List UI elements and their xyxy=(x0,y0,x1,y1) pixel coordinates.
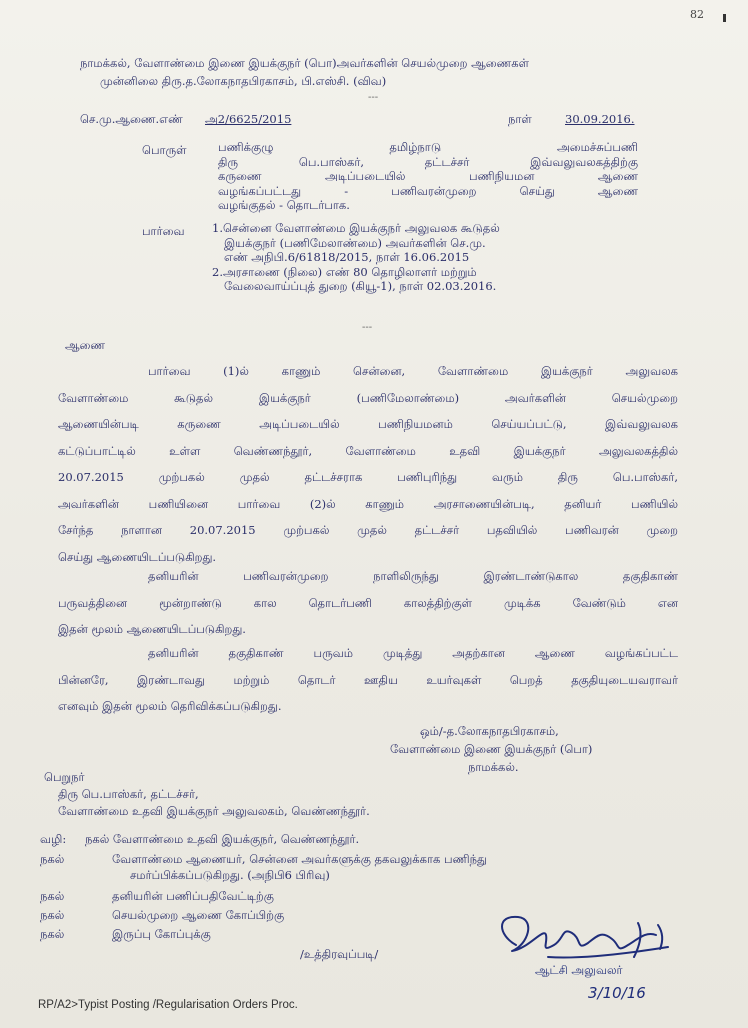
recipient-label: பெறுநர் xyxy=(44,770,85,784)
paragraph-line: பார்வை (1)ல் காணும் சென்னை, வேளாண்மை இயக்குநர் அலுவலக xyxy=(148,364,678,378)
page-number: 82 xyxy=(690,8,704,21)
subject-label: பொருள் xyxy=(142,143,187,157)
reference-line: இயக்குநர் (பணிமேலாண்மை) அவர்களின் செ.மு. xyxy=(224,235,486,250)
subject-line: திரு பெ.பாஸ்கர், தட்டச்சர் இவ்வலுவலகத்திற்கு xyxy=(218,154,638,169)
order-paragraph-3 xyxy=(58,640,678,720)
paragraph-line: இதன் மூலம் ஆணையிடப்படுகிறது. xyxy=(58,622,246,636)
copy-text: நகல் வேளாண்மை உதவி இயக்குநர், வெண்ணந்தூர். xyxy=(85,832,360,846)
paragraph-line: தனியரின் தகுதிகாண் பருவம் முடித்து அதற்கான ஆணை வழங்கப்பட்ட xyxy=(148,646,678,660)
signatory-place: நாமக்கல். xyxy=(468,760,519,774)
order-heading: ஆணை xyxy=(65,338,106,352)
copy-text: சமர்ப்பிக்கப்படுகிறது. (அநிபி6 பிரிவு) xyxy=(130,868,330,882)
signatory-designation: வேளாண்மை இணை இயக்குநர் (பொ) xyxy=(390,742,593,756)
attest-designation: ஆட்சி அலுவலர் xyxy=(535,963,623,977)
subject-line: கருணை அடிப்படையில் பணிநியமன ஆணை xyxy=(218,169,638,183)
signatory-name: ஒம்/-த.லோகநாதபிரகாசம், xyxy=(420,724,559,738)
paragraph-line: தனியரின் பணிவரன்முறை நாளிலிருந்து இரண்டாண்டுகால தகுதிகாண் xyxy=(148,569,678,583)
paragraph-line: வேளாண்மை கூடுதல் இயக்குநர் (பணிமேலாண்மை) அவர்களின் செயல்முறை xyxy=(58,390,678,405)
ref-number: அ2/6625/2015 xyxy=(205,112,292,126)
order-paragraph-1 xyxy=(58,358,678,570)
edge-mark xyxy=(723,14,726,22)
paragraph-line: ஆணையின்படி கருணை அடிப்படையில் பணிநியமனம் செய்யப்பட்டு, இவ்வலுவலக xyxy=(58,417,678,431)
reference-line: எண் அநிபி.6/61818/2015, நாள் 16.06.2015 xyxy=(224,250,470,264)
subject-line: வழங்குதல் - தொடர்பாக. xyxy=(218,198,350,212)
subject-line: பணிக்குழு தமிழ்நாடு அமைச்சுப்பணி xyxy=(218,140,638,154)
paragraph-line: 20.07.2015 முற்பகல் முதல் தட்டச்சராக பணிபுரிந்து வரும் திரு பெ.பாஸ்கர், xyxy=(58,470,678,484)
copy-text: வேளாண்மை ஆணையர், சென்னை அவர்களுக்கு தகவலுக்காக பணிந்து xyxy=(112,852,487,866)
copy-text: தனியரின் பணிப்பதிவேட்டிற்கு xyxy=(112,889,274,903)
header-line-2: முன்னிலை திரு.த.லோகநாதபிரகாசம், பி.எஸ்சி. (விவ) xyxy=(100,74,387,88)
copy-text: செயல்முறை ஆணை கோப்பிற்கு xyxy=(112,908,285,922)
paragraph-line: பருவத்தினை மூன்றாண்டு கால தொடர்பணி காலத்திற்குள் முடிக்க வேண்டும் என xyxy=(58,595,678,610)
recipient-line-2: வேளாண்மை உதவி இயக்குநர் அலுவலகம், வெண்ணந்தூர். xyxy=(58,804,370,818)
reference-line: 2.அரசாணை (நிலை) எண் 80 தொழிலாளர் மற்றும் xyxy=(212,264,477,279)
copy-label: நகல் xyxy=(40,852,65,866)
date-label: நாள் xyxy=(508,112,532,126)
copy-text: இருப்பு கோப்புக்கு xyxy=(112,927,211,941)
reference-separator: --- xyxy=(362,322,373,333)
subject-block xyxy=(218,140,638,213)
footer-file-ref: RP/A2>Typist Posting /Regularisation Orders Proc. xyxy=(38,999,298,1011)
subject-line: வழங்கப்பட்டது - பணிவரன்முறை செய்து ஆணை xyxy=(218,183,638,198)
order-copy-note: /உத்திரவுப்படி/ xyxy=(300,947,379,961)
paragraph-line: செய்து ஆணையிடப்படுகிறது. xyxy=(58,549,217,564)
reference-line: 1.சென்னை வேளாண்மை இயக்குநர் அலுவலக கூடுதல் xyxy=(212,221,500,235)
copy-label: நகல் xyxy=(40,927,65,941)
copy-label: வழி: xyxy=(40,832,67,846)
paragraph-line: பின்னரே, இரண்டாவது மற்றும் தொடர் ஊதிய உயர்வுகள் பெறத் தகுதியுடையவராவர் xyxy=(58,672,678,687)
copy-label: நகல் xyxy=(40,908,65,922)
reference-label: பார்வை xyxy=(142,224,185,238)
copy-label: நகல் xyxy=(40,889,65,903)
paragraph-line: அவர்களின் பணியினை பார்வை (2)ல் காணும் அரசாணையின்படி, தனியர் பணியில் xyxy=(58,496,678,511)
paragraph-line: சேர்ந்த நாளான 20.07.2015 முற்பகல் முதல் தட்டச்சர் பதவியில் பணிவரன் முறை xyxy=(58,523,678,537)
reference-block xyxy=(212,221,632,294)
order-paragraph-2 xyxy=(58,563,678,643)
ref-date: 30.09.2016. xyxy=(565,112,635,126)
reference-line: வேலைவாய்ப்புத் துறை (கியூ-1), நாள் 02.03.2016. xyxy=(224,279,497,293)
paragraph-line: எனவும் இதன் மூலம் தெரிவிக்கப்படுகிறது. xyxy=(58,699,282,713)
paragraph-line: கட்டுப்பாட்டில் உள்ள வெண்ணந்தூர், வேளாண்மை உதவி இயக்குநர் அலுவலகத்தில் xyxy=(58,443,678,458)
ref-label: செ.மு.ஆணை.எண் xyxy=(80,112,183,126)
attest-date: 3/10/16 xyxy=(588,984,646,1002)
header-separator: --- xyxy=(368,92,379,103)
header-line-1: நாமக்கல், வேளாண்மை இணை இயக்குநர் (பொ)அவர்களின் செயல்முறை ஆணைகள் xyxy=(80,56,529,70)
recipient-line-1: திரு பெ.பாஸ்கர், தட்டச்சர், xyxy=(58,787,199,801)
